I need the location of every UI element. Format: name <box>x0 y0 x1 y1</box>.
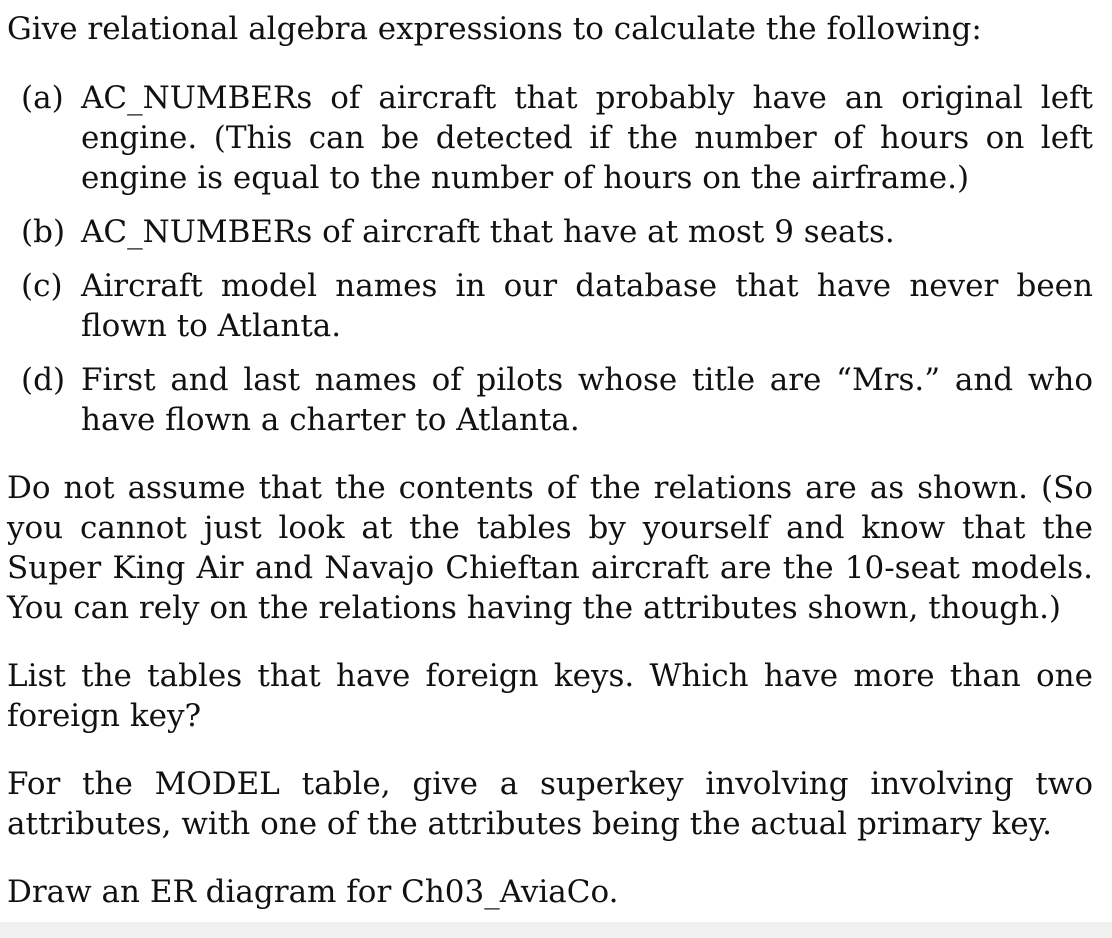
list-item-d <box>7 360 1093 440</box>
superkey-paragraph: For the MODEL table, give a superkey involving involving two attributes, with one of the attributes being the actual primary key. <box>7 766 1093 842</box>
item-text: First and last names of pilots whose title are “Mrs.” and who have flown a charter to Atlanta. <box>81 362 1093 438</box>
item-text: AC_NUMBERs of aircraft that probably have an original left engine. (This can be detected if the number of hours on left engine is equal to the number of hours on the airframe.) <box>81 80 1093 196</box>
question-list <box>7 78 1093 440</box>
document <box>7 9 1093 912</box>
list-item-c <box>7 266 1093 346</box>
item-text: AC_NUMBERs of aircraft that have at most 9 seats. <box>81 214 895 250</box>
intro-text: Give relational algebra expressions to calculate the following: <box>7 11 982 47</box>
bottom-band <box>0 922 1112 938</box>
list-item-b <box>7 212 1093 252</box>
item-marker: (d) <box>21 362 66 398</box>
foreign-keys-paragraph: List the tables that have foreign keys. Which have more than one foreign key? <box>7 658 1093 734</box>
item-marker: (a) <box>21 80 64 116</box>
list-item-a <box>7 78 1093 198</box>
er-diagram-paragraph: Draw an ER diagram for Ch03_AviaCo. <box>7 874 619 910</box>
item-marker: (c) <box>21 268 63 304</box>
item-marker: (b) <box>21 214 66 250</box>
assumption-paragraph: Do not assume that the contents of the relations are as shown. (So you cannot just look at the tables by yourself and know that the Super King Air and Navajo Chieftan aircraft are the 10-seat models. You can rely on the relations having the attributes shown, though.) <box>7 470 1093 626</box>
item-text: Aircraft model names in our database that have never been flown to Atlanta. <box>81 268 1093 344</box>
